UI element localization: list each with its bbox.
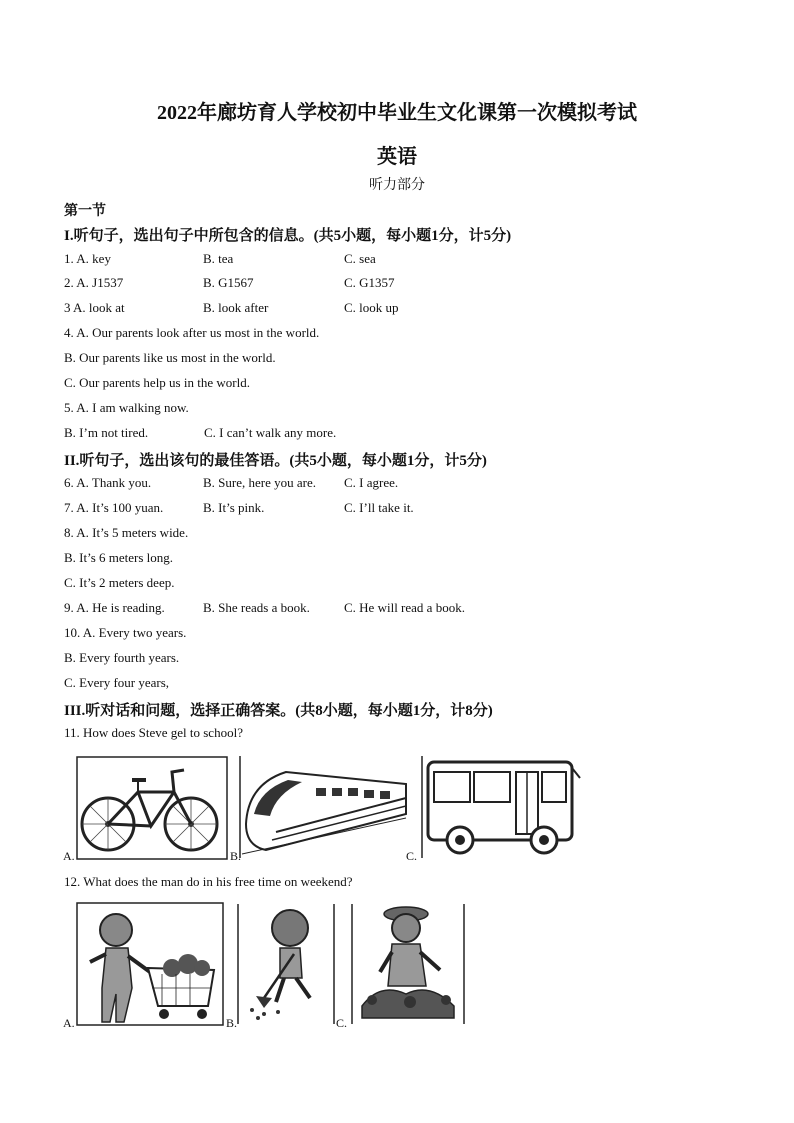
q12-label-c: C. <box>336 1016 348 1030</box>
q8-option-b: B. It’s 6 meters long. <box>64 550 174 565</box>
q10-option-b: B. Every fourth years. <box>64 650 180 665</box>
sweeping-man-illustration <box>234 902 338 1026</box>
q12-stem: 12. What does the man do in his free time on weekend? <box>64 874 353 889</box>
exam-title: 2022年廊坊育人学校初中毕业生文化课第一次模拟考试 <box>157 102 637 124</box>
q11-label-c: C. <box>406 849 418 863</box>
q4-option-b: B. Our parents like us most in the world. <box>64 350 276 365</box>
q3-option-a: 3 A. look at <box>64 300 125 315</box>
q1-option-b: B. tea <box>203 251 234 266</box>
q9-option-a: 9. A. He is reading. <box>64 600 165 615</box>
shopping-man-illustration <box>76 902 224 1026</box>
q10-option-a: 10. A. Every two years. <box>64 625 187 640</box>
section-label: 第一节 <box>64 204 106 219</box>
q4-option-a: 4. A. Our parents look after us most in the world. <box>64 325 320 340</box>
q9-option-b: B. She reads a book. <box>203 600 310 615</box>
q4-option-c: C. Our parents help us in the world. <box>64 375 250 390</box>
q8-option-c: C. It’s 2 meters deep. <box>64 575 175 590</box>
q7-option-a: 7. A. It’s 100 yuan. <box>64 500 164 515</box>
q10-option-c: C. Every four years, <box>64 675 170 690</box>
q3-option-b: B. look after <box>203 300 269 315</box>
q2-option-b: B. G1567 <box>203 275 254 290</box>
q5-option-b: B. I’m not tired. <box>64 425 149 440</box>
q2-option-a: 2. A. J1537 <box>64 275 124 290</box>
q12-label-b: B. <box>226 1016 238 1030</box>
q8-option-a: 8. A. It’s 5 meters wide. <box>64 525 189 540</box>
q7-option-c: C. I’ll take it. <box>344 500 414 515</box>
bicycle-illustration <box>76 756 228 860</box>
section-3-heading: III.听对话和问题，选择正确答案。(共8小题，每小题1分，计8分) <box>64 703 493 719</box>
q3-option-c: C. look up <box>344 300 399 315</box>
part-title: 听力部分 <box>369 178 425 193</box>
q11-stem: 11. How does Steve gel to school? <box>64 725 243 740</box>
section-2-heading: II.听句子，选出该句的最佳答语。(共5小题，每小题1分，计5分) <box>64 453 487 469</box>
q6-option-c: C. I agree. <box>344 475 399 490</box>
q11-label-b: B. <box>230 849 242 863</box>
q12-label-a: A. <box>63 1016 75 1030</box>
gardening-man-illustration <box>350 902 468 1026</box>
q1-option-c: C. sea <box>344 251 376 266</box>
q6-option-b: B. Sure, here you are. <box>203 475 316 490</box>
subject-title: 英语 <box>377 146 417 168</box>
section-1-heading: I.听句子，选出句子中所包含的信息。(共5小题，每小题1分，计5分) <box>64 228 512 244</box>
train-illustration <box>236 754 408 860</box>
q11-label-a: A. <box>63 849 75 863</box>
q9-option-c: C. He will read a book. <box>344 600 465 615</box>
q1-option-a: 1. A. key <box>64 251 111 266</box>
q7-option-b: B. It’s pink. <box>203 500 265 515</box>
q6-option-a: 6. A. Thank you. <box>64 475 152 490</box>
q2-option-c: C. G1357 <box>344 275 395 290</box>
q5-option-c: C. I can’t walk any more. <box>204 425 337 440</box>
q5-option-a: 5. A. I am walking now. <box>64 400 189 415</box>
bus-illustration <box>420 754 586 860</box>
